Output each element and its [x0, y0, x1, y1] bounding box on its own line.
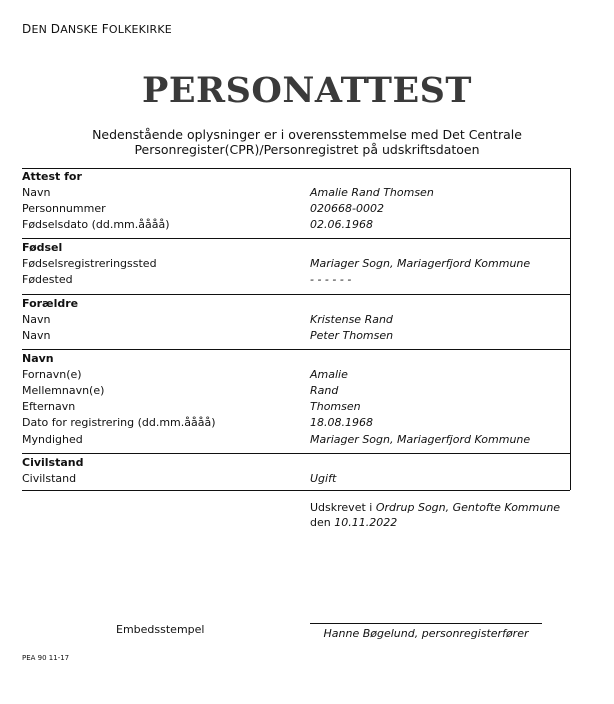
table-row: [22, 185, 570, 201]
field-value: Amalie Rand Thomsen: [310, 186, 434, 199]
field-value: Mariager Sogn, Mariagerfjord Kommune: [310, 257, 531, 270]
table-right-rule: [570, 168, 571, 490]
section-heading: Fødsel: [22, 241, 63, 254]
document-title: PERSONATTEST: [142, 70, 472, 111]
section-divider: [22, 238, 570, 239]
section-heading: Civilstand: [22, 456, 84, 469]
field-label: Navn: [22, 186, 51, 199]
issued-info: [310, 500, 560, 530]
signer-name: Hanne Bøgelund, personregisterfører: [323, 627, 529, 640]
table-row: [22, 367, 570, 383]
table-row: [22, 201, 570, 217]
issued-date: den 10.11.2022: [310, 516, 398, 529]
signature-line: [310, 623, 542, 624]
field-value: Thomsen: [310, 400, 361, 413]
table-row: [22, 272, 570, 288]
field-label: Myndighed: [22, 433, 83, 446]
field-label: Civilstand: [22, 472, 77, 485]
field-value: Mariager Sogn, Mariagerfjord Kommune: [310, 433, 531, 446]
organization-name: DEN DANSKE FOLKEKIRKE: [22, 22, 172, 36]
field-value: Rand: [310, 384, 339, 397]
table-row: [22, 432, 570, 448]
field-label: Dato for registrering (dd.mm.åååå): [22, 416, 216, 429]
section-divider: [22, 294, 570, 295]
field-label: Efternavn: [22, 400, 76, 413]
section-heading: Attest for: [22, 170, 82, 183]
table-row: [22, 415, 570, 431]
field-value: Peter Thomsen: [310, 329, 394, 342]
field-label: Navn: [22, 313, 51, 326]
table-row: [22, 383, 570, 399]
section-divider: [22, 453, 570, 454]
table-row: [22, 312, 570, 328]
field-label: Fødested: [22, 273, 73, 286]
field-value: Amalie: [310, 368, 348, 381]
subtitle-line-1: Nedenstående oplysninger er i overensstemmelse med Det Centrale: [92, 127, 522, 142]
field-label: Fornavn(e): [22, 368, 82, 381]
field-value: 18.08.1968: [310, 416, 373, 429]
field-value: - - - - - -: [310, 273, 352, 286]
table-row: [22, 328, 570, 344]
field-label: Navn: [22, 329, 51, 342]
issued-place: Udskrevet i Ordrup Sogn, Gentofte Kommune: [310, 501, 561, 514]
field-label: Fødselsregistreringssted: [22, 257, 157, 270]
table-row: [22, 471, 570, 487]
form-code: PEA 90 11-17: [22, 654, 70, 662]
field-value: 02.06.1968: [310, 218, 373, 231]
section-heading: Navn: [22, 352, 54, 365]
official-stamp-label: Embedsstempel: [116, 623, 205, 636]
field-value: 020668-0002: [310, 202, 384, 215]
field-label: Personnummer: [22, 202, 106, 215]
table-row: [22, 256, 570, 272]
table-row: [22, 217, 570, 233]
field-label: Fødselsdato (dd.mm.åååå): [22, 218, 170, 231]
field-label: Mellemnavn(e): [22, 384, 105, 397]
section-heading: Forældre: [22, 297, 79, 310]
section-divider: [22, 349, 570, 350]
subtitle-line-2: Personregister(CPR)/Personregistret på udskriftsdatoen: [134, 142, 480, 157]
table-row: [22, 399, 570, 415]
field-value: Kristense Rand: [310, 313, 393, 326]
field-value: Ugift: [310, 472, 337, 485]
document-subtitle: [60, 127, 554, 157]
table-bottom-rule: [22, 490, 570, 491]
